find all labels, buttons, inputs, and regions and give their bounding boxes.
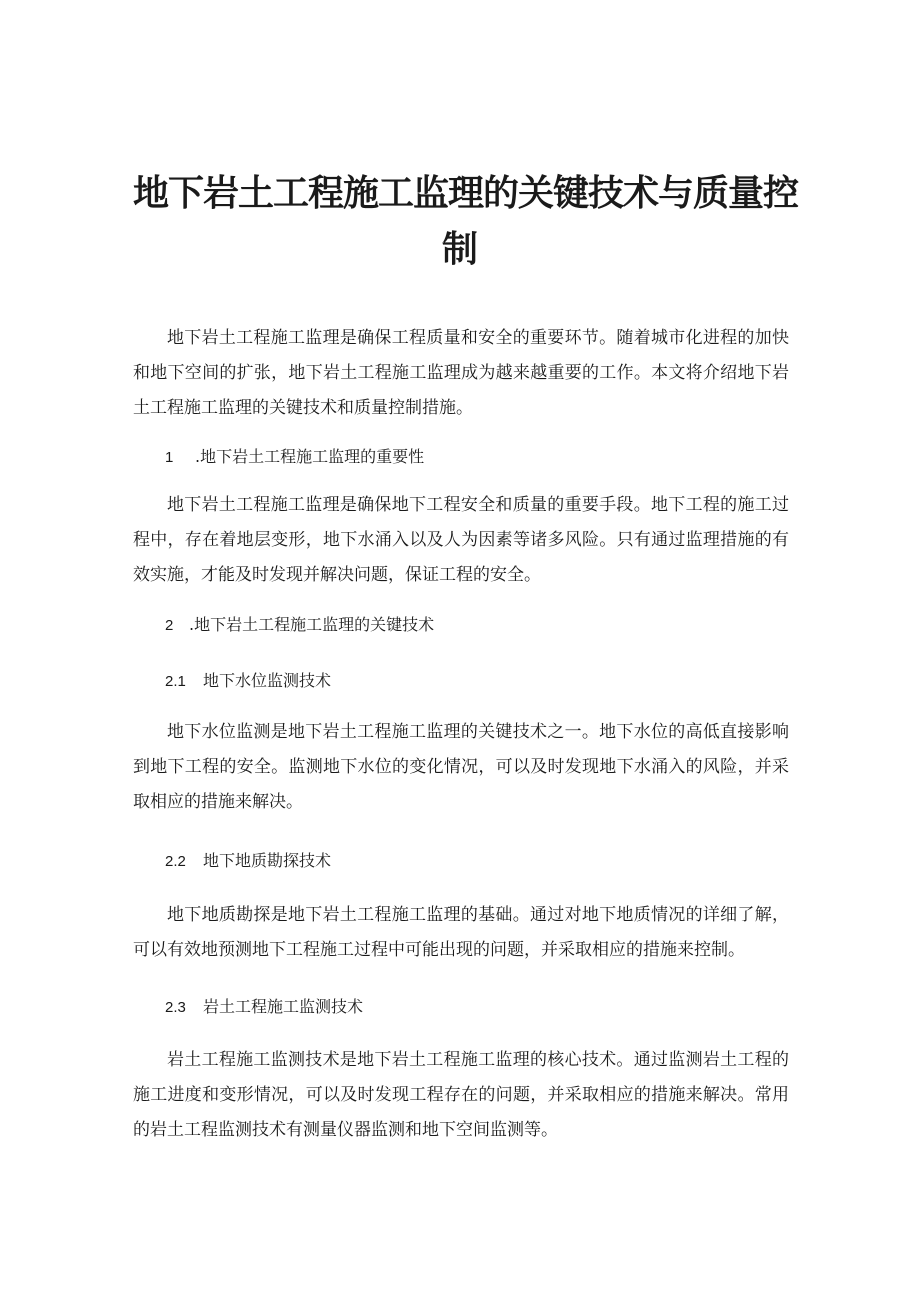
section-2-3-number: 2.3 <box>165 999 186 1016</box>
section-2-1-number: 2.1 <box>165 673 186 690</box>
section-2-2-number: 2.2 <box>165 853 186 870</box>
section-2-3-heading <box>165 995 363 1020</box>
section-2-title: .地下岩土工程施工监理的关键技术 <box>189 615 435 634</box>
section-2-1-title: 地下水位监测技术 <box>203 671 332 690</box>
section-2-2-paragraph: 地下地质勘探是地下岩土工程施工监理的基础。通过对地下地质情况的详细了解，可以有效地预测地下工程施工过程中可能出现的问题，并采取相应的措施来控制。 <box>133 905 789 960</box>
section-1-paragraph: 地下岩土工程施工监理是确保地下工程安全和质量的重要手段。地下工程的施工过程中，存在着地层变形，地下水涌入以及人为因素等诸多风险。只有通过监理措施的有效实施，才能及时发现并解决问题，保证工程的安全。 <box>133 495 789 585</box>
section-2-heading <box>165 613 434 638</box>
section-1-heading <box>165 445 424 470</box>
document-title-line-1: 地下岩土工程施工监理的关键技术与质量控 <box>133 173 799 214</box>
section-2-3-title: 岩土工程施工监测技术 <box>203 997 364 1016</box>
document-title-line-2: 制 <box>441 229 478 270</box>
section-1-number: 1 <box>165 449 174 466</box>
section-2-1-paragraph: 地下水位监测是地下岩土工程施工监理的关键技术之一。地下水位的高低直接影响到地下工程的安全。监测地下水位的变化情况，可以及时发现地下水涌入的风险，并采取相应的措施来解决。 <box>133 722 789 812</box>
section-2-number: 2 <box>165 617 174 634</box>
section-2-2-title: 地下地质勘探技术 <box>203 851 332 870</box>
section-1-title: .地下岩土工程施工监理的重要性 <box>195 447 425 466</box>
section-2-2-heading <box>165 849 331 874</box>
intro-paragraph: 地下岩土工程施工监理是确保工程质量和安全的重要环节。随着城市化进程的加快和地下空间的扩张，地下岩土工程施工监理成为越来越重要的工作。本文将介绍地下岩土工程施工监理的关键技术和质量控制措施。 <box>133 328 789 418</box>
section-2-3-paragraph: 岩土工程施工监测技术是地下岩土工程施工监理的核心技术。通过监测岩土工程的施工进度和变形情况，可以及时发现工程存在的问题，并采取相应的措施来解决。常用的岩土工程监测技术有测量仪器监测和地下空间监测等。 <box>133 1050 789 1140</box>
section-2-1-heading <box>165 669 331 694</box>
